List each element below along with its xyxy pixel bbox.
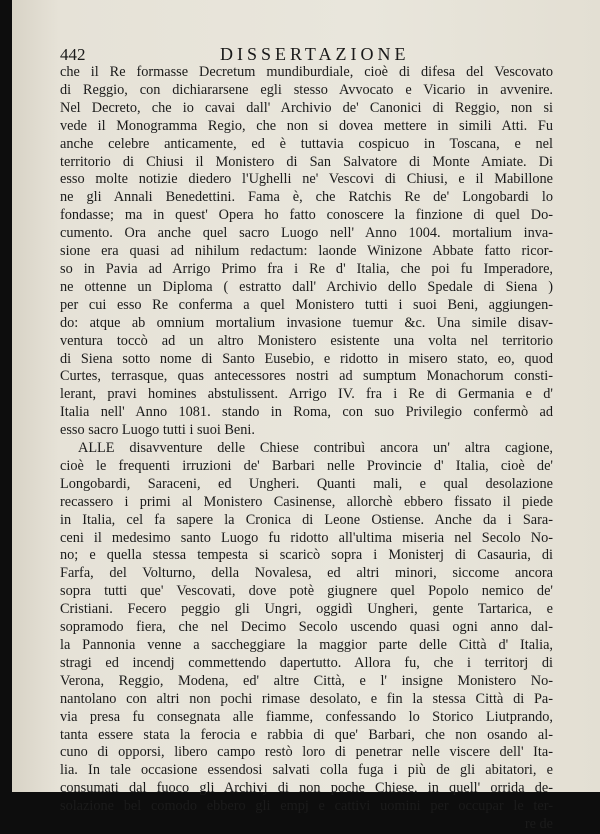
text-line: nantolano con altri non pochi rimase desolato, e fin la stessa Città di Pa- bbox=[60, 690, 553, 707]
running-title: DISSERTAZIONE bbox=[220, 44, 410, 64]
page-number: 442 bbox=[60, 45, 86, 64]
text-line: do: atque ab omnium mortalium invasione tuemur &c. Una simile disav- bbox=[60, 314, 553, 331]
text-line: di Reggio, con dichiararsene egli stesso Avvocato e Vicario in avvenire. bbox=[60, 81, 553, 98]
text-line: territorio di Chiusi il Monistero di San Salvatore di Monte Amiate. Di bbox=[60, 153, 553, 170]
text-line: Curtes, terrasque, quas antecessores nostri ad sumptum Monachorum consti- bbox=[60, 368, 553, 385]
text-line: Italia nell' Anno 1081. stando in Roma, con suo Privilegio confermò ad bbox=[60, 404, 553, 421]
text-line: ne ottenne un Diploma ( estratto dall' Archivio dello Spedale di Siena ) bbox=[60, 278, 553, 295]
text-line: cioè le frequenti irruzioni de' Barbari nelle Provincie d' Italia, cioè de' bbox=[60, 457, 553, 474]
text-line: anche celebre anticamente, ed è tuttavia cospicuo in Toscana, e nel bbox=[60, 135, 553, 152]
body-text bbox=[60, 64, 553, 834]
text-line: cuno di opporsi, libero campo restò loro di penetrar nelle viscere dell' Ita- bbox=[60, 744, 553, 761]
text-line: consumati dal fuoco gli Archivj di non poche Chiese, in quell' orrida de- bbox=[60, 780, 553, 797]
text-line: cumento. Ora anche quel sacro Luogo nell' Anno 1004. mortalium inva- bbox=[60, 225, 553, 242]
text-line: sione era quasi ad nihilum redactum: laonde Winizone Abbate fatto ricor- bbox=[60, 243, 553, 260]
text-line: lia. In tale occasione essendosi salvati colla fuga i più de gli abitatori, e bbox=[60, 762, 553, 779]
text-line: fondasse; ma in quest' Opera ho fatto conoscere la finzione di quel Do- bbox=[60, 207, 553, 224]
catchword: re de bbox=[524, 816, 553, 833]
text-line: Cristiani. Fecero peggio gli Ungri, oggidì Ungheri, gente Tartarica, e bbox=[60, 601, 553, 618]
text-line: solazione bel comodo ebbero gli empj e cattivi uomini per occupar le ter- bbox=[60, 798, 553, 815]
text-line: di Siena sotto nome di Santo Eusebio, e ridotto in misero stato, eo, quod bbox=[60, 350, 553, 367]
text-line: sopra tutti que' Vescovati, dove potè giugnere quel Popolo nemico de' bbox=[60, 583, 553, 600]
text-line: Farfa, del Volturno, della Novalesa, ed altri minori, siccome ancora bbox=[60, 565, 553, 582]
text-line: la Pannonia venne a saccheggiare la maggior parte delle Città d' Italia, bbox=[60, 637, 553, 653]
text-line: Verona, Reggio, Modena, ed' altre Città, e l' insigne Monistero No- bbox=[60, 672, 553, 689]
book-page bbox=[12, 0, 600, 833]
text-line: tanta essere stata la ferocia e rabbia di que' Barbari, che non osando al- bbox=[60, 726, 553, 743]
text-line: per cui esso Re conferma a quel Monistero tutti i suoi Beni, aggiungen- bbox=[60, 296, 553, 313]
text-line: ceni il medesimo santo Luogo fu ridotto all'ultima miseria nel Secolo No- bbox=[60, 529, 553, 546]
text-line: lerant, pravi homines abstulissent. Arrigo IV. fra i Re di Germania e d' bbox=[60, 386, 553, 403]
text-line: Longobardi, Saraceni, ed Ungheri. Quanti mali, e qual desolazione bbox=[60, 475, 553, 492]
text-line: esso molte notizie diedero l'Ughelli ne' Vescovi di Chiusi, e il Mabillone bbox=[60, 171, 553, 188]
text-line: esso sacro Luogo tutti i suoi Beni. bbox=[60, 422, 255, 439]
text-line: ALLE disavventure delle Chiese contribuì ancora un' altra cagione, bbox=[78, 440, 553, 457]
text-line: no; e quella stessa tempesta si scaricò sopra i Monisterj di Casauria, di bbox=[60, 547, 553, 564]
text-line: ne gli Annali Benedettini. Fama è, che Ratchis Re de' Longobardi lo bbox=[60, 189, 553, 206]
text-line: ventura toccò ad un altro Monistero esistente una volta nel territorio bbox=[60, 332, 553, 349]
text-line: sopramodo fiera, che nel Decimo Secolo uscendo quasi ogni anno dal- bbox=[60, 619, 553, 636]
text-line: so in Pavia ad Arrigo Primo fra i Re d' Italia, che poi fu Imperadore, bbox=[60, 260, 553, 277]
text-line: che il Re formasse Decretum mundiburdiale, cioè di difesa del Vescovato bbox=[60, 64, 553, 80]
text-line: in Italia, cel fa sapere la Cronica di Leone Ostiense. Anche da i Sara- bbox=[60, 511, 553, 528]
text-line: recassero i primi al Monistero Casinense, allorchè ebbero fissato il piede bbox=[60, 493, 553, 510]
text-line: Nel Decreto, che io cavai dall' Archivio de' Canonici di Reggio, non si bbox=[60, 99, 553, 116]
text-line: vede il Monogramma Regio, che non si dovea mettere in simili Atti. Fu bbox=[60, 117, 553, 134]
text-line: via presa fu consegnata alle fiamme, confessando lo Storico Liutprando, bbox=[60, 708, 553, 725]
text-line: stragi ed incendj commettendo dapertutto. Allora fu, che i territorj di bbox=[60, 654, 553, 671]
